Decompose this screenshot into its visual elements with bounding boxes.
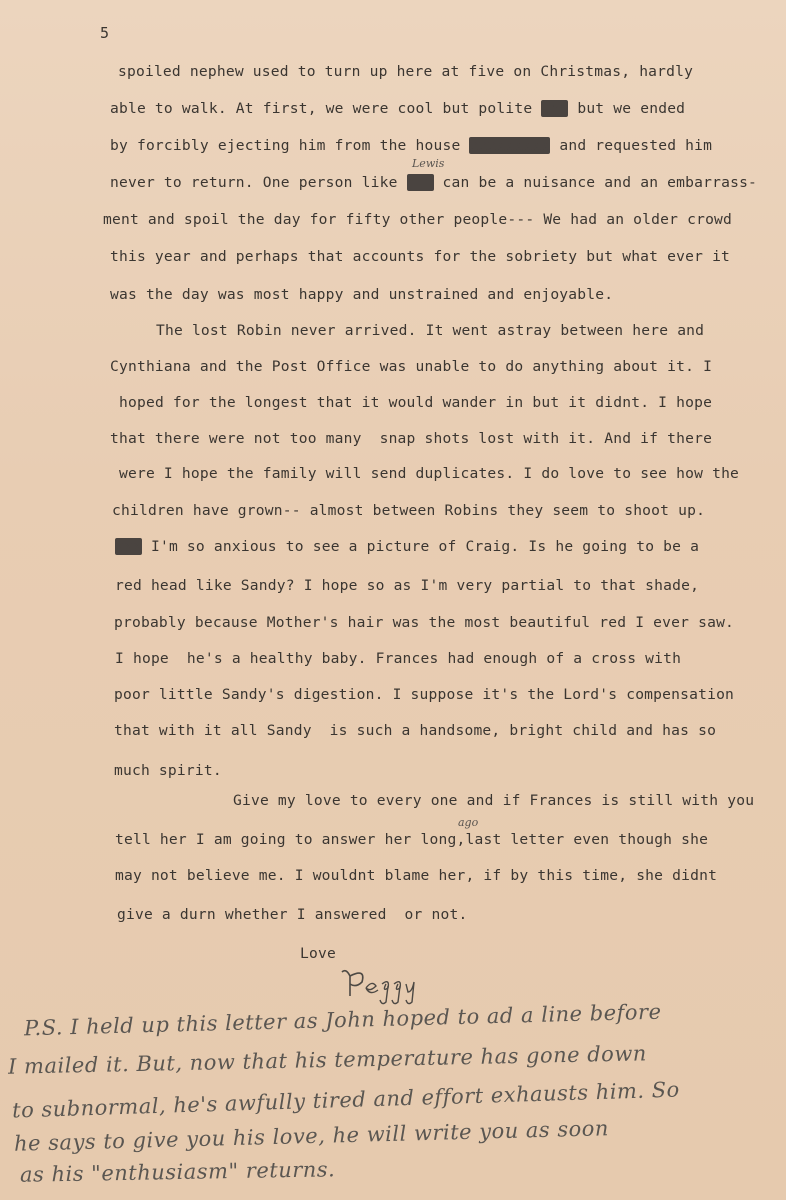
postscript-line: he says to give you his love, he will write you as soon (13, 1116, 610, 1156)
letter-line: much spirit. (114, 762, 222, 779)
letter-line: hoped for the longest that it would wander in but it didnt. I hope (119, 394, 713, 411)
letter-line-tail: and requested him (559, 137, 713, 154)
struck-text: xxx (115, 538, 142, 555)
letter-line: were I hope the family will send duplicates. I do love to see how the (119, 465, 740, 482)
struck-text: him (406, 174, 434, 191)
letter-line-tail: but we ended (577, 100, 686, 117)
letter-line: that there were not too many snap shots lost with it. And if there (110, 430, 713, 447)
closing: Love (300, 945, 336, 962)
letter-line (110, 137, 712, 154)
handwritten-insert: Lewis (412, 157, 445, 170)
letter-line: children have grown-- almost between Robins they seem to shoot up. (112, 502, 706, 519)
letter-line: probably because Mother's hair was the most beautiful red I ever saw. (114, 614, 735, 631)
letter-line (110, 174, 757, 191)
postscript-line: to subnormal, he's awfully tired and effort exhausts him. So (11, 1077, 681, 1123)
letter-line-tail: last letter even though she (465, 831, 709, 848)
letter-line-text: able to walk. At first, we were cool but polite (110, 100, 533, 117)
handwritten-insert: ago (458, 816, 479, 829)
page-number: 5 (100, 24, 110, 42)
struck-text: xxxxxxxxx (469, 137, 551, 154)
letter-line: may not believe me. I wouldnt blame her, if by this time, she didnt (115, 867, 718, 884)
letter-line: The lost Robin never arrived. It went astray between here and (156, 322, 705, 339)
letter-line-text: by forcibly ejecting him from the house (110, 137, 461, 154)
struck-text: and (541, 100, 569, 117)
letter-line: tell her I am going to answer her long,last letter even though she (115, 831, 709, 848)
letter-line-text: never to return. One person like (110, 174, 398, 191)
letter-line: was the day was most happy and unstrained and enjoyable. (110, 286, 614, 303)
postscript-line: as his "enthusiasm" returns. (19, 1157, 336, 1187)
letter-line: I hope he's a healthy baby. Frances had enough of a cross with (115, 650, 682, 667)
letter-line-text: tell her I am going to answer her long (115, 831, 457, 848)
letter-line: Cynthiana and the Post Office was unable to do anything about it. I (110, 358, 713, 375)
postscript-line: P.S. I held up this letter as John hoped to ad a line before (23, 999, 662, 1041)
postscript-line: I mailed it. But, now that his temperature has gone down (7, 1041, 648, 1079)
letter-line: ment and spoil the day for fifty other people--- We had an older crowd (103, 211, 733, 228)
letter-line: red head like Sandy? I hope so as I'm very partial to that shade, (115, 577, 700, 594)
letter-line: Give my love to every one and if Frances is still with you (233, 792, 755, 809)
letter-line (115, 538, 699, 555)
letter-line: this year and perhaps that accounts for the sobriety but what ever it (110, 248, 731, 265)
letter-line-tail: can be a nuisance and an embarrass- (442, 174, 758, 191)
letter-line (110, 100, 685, 117)
letter-line: that with it all Sandy is such a handsome, bright child and has so (114, 722, 717, 739)
letter-line: spoiled nephew used to turn up here at five on Christmas, hardly (118, 63, 694, 80)
signature (336, 962, 436, 1010)
letter-line: poor little Sandy's digestion. I suppose it's the Lord's compensation (114, 686, 735, 703)
letter-line-text: I'm so anxious to see a picture of Craig. Is he going to be a (150, 538, 700, 555)
letter-line: give a durn whether I answered or not. (117, 906, 468, 923)
